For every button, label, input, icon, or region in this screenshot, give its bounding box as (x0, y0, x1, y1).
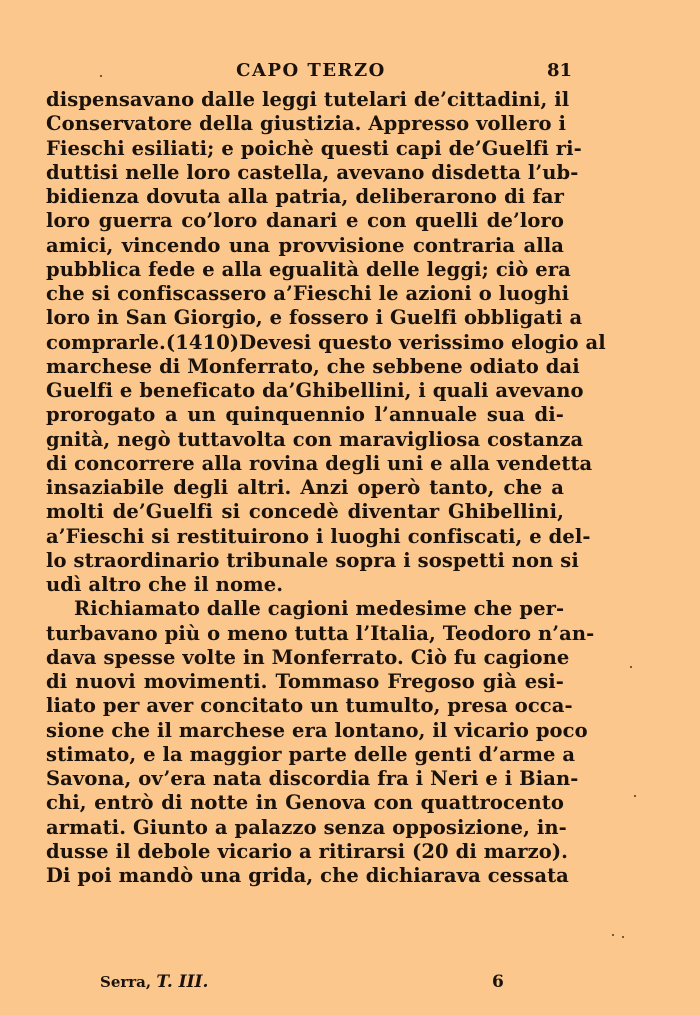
text-line: comprarle.(1410)Devesi questo verissimo elogio al (46, 330, 606, 354)
text-line: armati. Giunto a palazzo senza opposizione, in- (46, 815, 567, 839)
text-line: dispensavano dalle leggi tutelari de’cittadini, il (46, 88, 570, 111)
text-line: Conservatore della giustizia. Appresso vollero i (46, 112, 567, 136)
text-line: bidienza dovuta alla patria, deliberarono di far (46, 185, 564, 208)
text-line: liato per aver concitato un tumulto, presa occa- (46, 694, 573, 718)
ink-speck (634, 795, 636, 797)
ink-speck (622, 936, 624, 938)
text-line: che si confiscassero a’Fieschi le azioni o luoghi (46, 282, 570, 305)
text-line: loro in San Giorgio, e fossero i Guelfi obbligati a (46, 306, 583, 330)
text-line: chi, entrò di notte in Genova con quattrocento (46, 791, 564, 815)
text-line: prorogato a un quinquennio l’annuale sua di- (46, 403, 564, 427)
body-text (46, 88, 606, 888)
text-line: sione che il marchese era lontano, il vicario poco (46, 718, 588, 742)
text-line: marchese di Monferrato, che sebbene odiato dai (46, 354, 580, 378)
text-line: Di poi mandò una grida, che dichiarava cessata (46, 864, 569, 887)
text-line: Savona, ov’era nata discordia fra i Neri e i Bian- (46, 767, 579, 790)
running-title: CAPO TERZO (236, 60, 386, 81)
page-number: 81 (546, 60, 572, 81)
signature-mark: Serra, T. III. (100, 972, 209, 992)
text-line: dusse il debole vicario a ritirarsi (20 di marzo). (46, 839, 569, 863)
text-line: insaziabile degli altri. Anzi operò tanto, che a (46, 476, 564, 499)
text-line: gnità, negò tuttavolta con maravigliosa costanza (46, 427, 584, 451)
page-footer (100, 972, 520, 998)
text-line: duttisi nelle loro castella, avevano disdetta l’ub- (46, 160, 579, 184)
text-line: di concorrere alla rovina degli uni e alla vendetta (46, 451, 593, 475)
ink-speck (612, 934, 614, 936)
text-line: Fieschi esiliati; e poichè questi capi de’Guelfi ri- (46, 136, 582, 160)
text-line: Richiamato dalle cagioni medesime che per- (74, 597, 565, 621)
text-line: Guelfi e beneficato da’Ghibellini, i quali avevano (46, 379, 584, 402)
text-line: pubblica fede e alla egualità delle leggi; ciò era (46, 257, 571, 281)
text-line: udì altro che il nome. (46, 573, 284, 596)
signature-author: Serra (100, 973, 146, 991)
running-header (46, 58, 576, 88)
text-line: di nuovi movimenti. Tommaso Fregoso già esi- (46, 670, 564, 693)
ink-speck (630, 666, 632, 668)
signature-volume: T. III. (156, 972, 209, 992)
text-line: turbavano più o meno tutta l’Italia, Teodoro n’an- (46, 621, 595, 645)
ink-speck (100, 75, 102, 77)
text-line: molti de’Guelfi si concedè diventar Ghibellini, (46, 500, 564, 524)
text-line: a’Fieschi si restituirono i luoghi confiscati, e del- (46, 524, 591, 548)
text-line: dava spesse volte in Monferrato. Ciò fu cagione (46, 645, 570, 669)
text-line: amici, vincendo una provvisione contraria alla (46, 233, 564, 257)
gathering-number: 6 (492, 972, 504, 992)
text-line: lo straordinario tribunale sopra i sospetti non si (46, 548, 579, 572)
text-line: loro guerra co’loro danari e con quelli de’loro (46, 209, 564, 233)
text-line: stimato, e la maggior parte delle genti d’arme a (46, 742, 576, 766)
